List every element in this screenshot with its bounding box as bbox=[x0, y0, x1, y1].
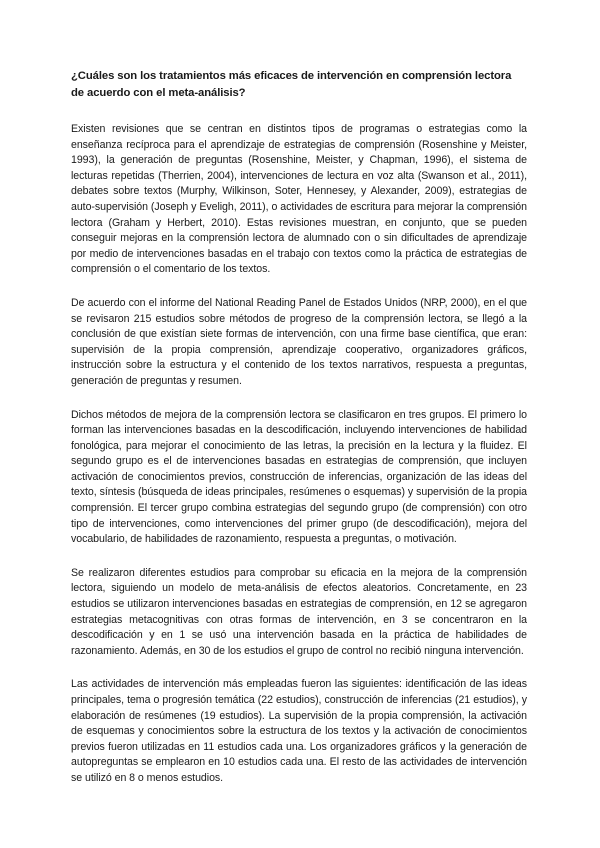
paragraph-4: Se realizaron diferentes estudios para comprobar su eficacia en la mejora de la comprensión lectora, siguiendo un modelo de meta-análisis de efectos aleatorios. Concretamente, en 23 estudios se utilizaron intervenciones basadas en estrategias de comprensión, en 12 se agregaron estrategias metacognitivas con otras formas de intervención, en 3 se concentraron en la descodificación y en 1 se usó una intervención basada en la práctica de habilidades de razonamiento. Además, en 30 de los estudios el grupo de control no recibió ninguna intervención. bbox=[71, 566, 527, 657]
paragraph-5: Las actividades de intervención más empleadas fueron las siguientes: identificación de las ideas principales, tema o progresión temática (22 estudios), construcción de inferencias (21 estudios), y elaboración de resúmenes (19 estudios). La supervisión de la propia comprensión, la activación de esquemas y conocimientos sobre la estructura de los textos y la activación de conocimientos previos fueron utilizadas en 11 estudios cada una. Los organizadores gráficos y la generación de autopreguntas se emplearon en 10 estudios cada una. El resto de las actividades de intervención se utilizó en 8 o menos estudios. bbox=[71, 678, 527, 784]
document-title: ¿Cuáles son los tratamientos más eficaces de intervención en comprensión lectora de acuerdo con el meta-análisis? bbox=[71, 70, 512, 99]
paragraph-3: Dichos métodos de mejora de la comprensión lectora se clasificaron en tres grupos. El primero lo forman las intervenciones basadas en la descodificación, incluyendo intervenciones de habilidad fonológica, para mejorar el conocimiento de las letras, la precisión en la lectura y la fluidez. El segundo grupo es el de intervenciones basadas en estrategias de comprensión, que incluyen activación de conocimientos previos, construcción de inferencias, organización de las ideas del texto, síntesis (búsqueda de ideas principales, resúmenes o esquemas) y supervisión de la propia comprensión. El tercer grupo combina estrategias del segundo grupo (de comprensión) con otro tipo de intervenciones, como intervenciones del primer grupo (de descodificación), mejora del vocabulario, de habilidades de razonamiento, respuesta a preguntas, o motivación. bbox=[71, 408, 527, 546]
paragraph-2: De acuerdo con el informe del National Reading Panel de Estados Unidos (NRP, 2000), en el que se revisaron 215 estudios sobre métodos de progreso de la comprensión lectora, se llegó a la conclusión de que existían siete formas de intervención, con una firme base científica, que eran: supervisión de la propia comprensión, aprendizaje cooperativo, organizadores gráficos, instrucción sobre la estructura y el contenido de los textos narrativos, respuesta a preguntas, generación de preguntas y resumen. bbox=[71, 296, 527, 387]
paragraph-1: Existen revisiones que se centran en distintos tipos de programas o estrategias como la enseñanza recíproca para el aprendizaje de estrategias de comprensión (Rosenshine y Meister, 1993), la generación de preguntas (Rosenshine, Meister, y Chapman, 1996), el sistema de lecturas repetidas (Therrien, 2004), intervenciones de lectura en voz alta (Swanson et al., 2011), debates sobre textos (Murphy, Wilkinson, Soter, Hennesey, y Alexander, 2009), estrategias de auto-supervisión (Joseph y Eveligh, 2011), o actividades de escritura para mejorar la comprensión lectora (Graham y Herbert, 2010). Estas revisiones muestran, en conjunto, que se pueden conseguir mejoras en la comprensión lectora de alumnado con o sin dificultades de aprendizaje por medio de intervenciones basadas en el trabajo con textos como la práctica de estrategias de comprensión o el comentario de los textos. bbox=[71, 123, 527, 276]
document-page bbox=[71, 68, 527, 805]
